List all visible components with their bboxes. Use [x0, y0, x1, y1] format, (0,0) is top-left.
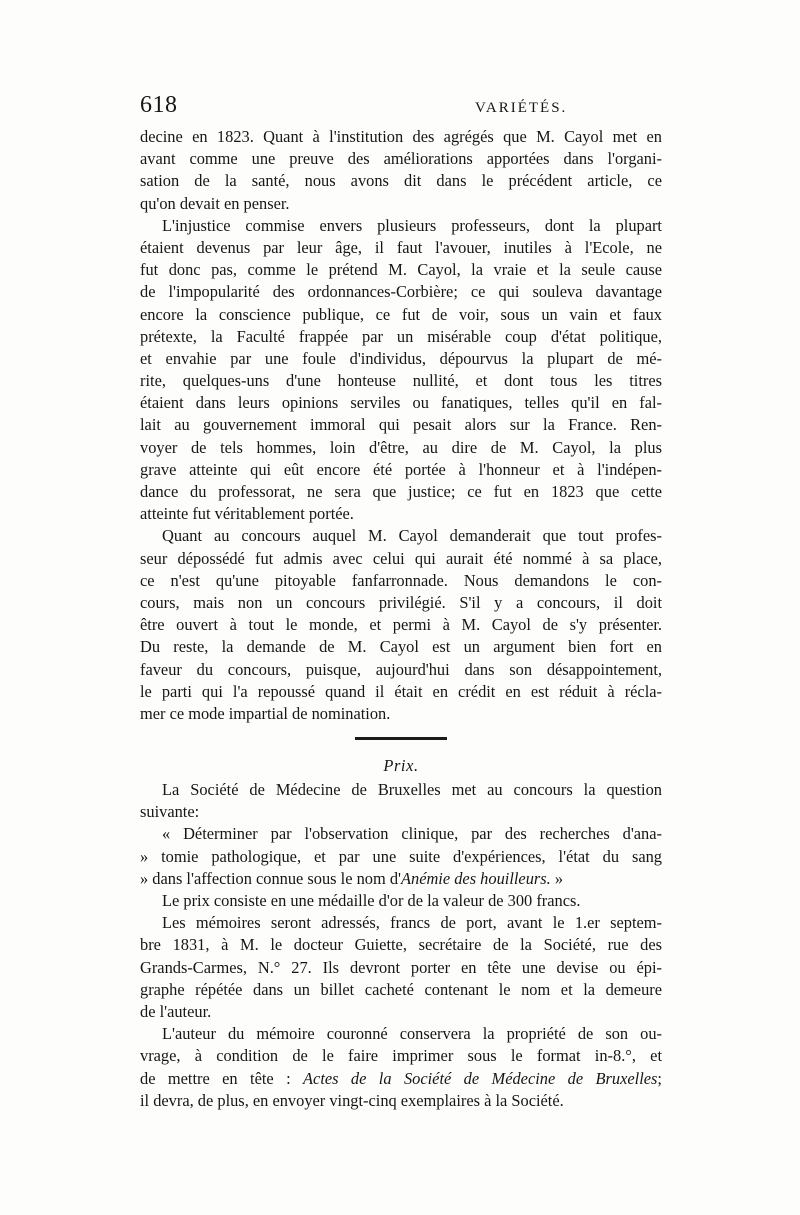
text-line: [140, 1068, 662, 1090]
text-span: » dans l'affection connue sous le nom d': [140, 868, 401, 888]
text-line: étaient dans leurs opinions serviles ou fanatiques, telles qu'il en fal-: [140, 393, 662, 413]
text-line: étaient devenus par leur âge, il faut l'avouer, inutiles à l'Ecole, ne: [140, 237, 662, 257]
section-title: Prix.: [383, 756, 419, 776]
text-line: Quant au concours auquel M. Cayol demanderait que tout profes-: [162, 526, 662, 546]
text-line: il devra, de plus, en envoyer vingt-cinq exemplaires à la Société.: [140, 1090, 564, 1110]
text-span: »: [550, 868, 564, 888]
text-line: de l'auteur.: [140, 1001, 212, 1021]
text-line: » tomie pathologique, et par une suite d'expériences, l'état du sang: [140, 846, 662, 866]
text-line: seur dépossédé fut admis avec celui qui aurait été nommé à sa place,: [140, 548, 662, 568]
paragraph-submission: [140, 912, 662, 1023]
text-line: Les mémoires seront adressés, francs de port, avant le 1.er septem-: [162, 913, 662, 933]
paragraph-concours: [140, 525, 662, 725]
page-header: [140, 92, 660, 122]
text-line: et envahie par une foule d'individus, dépourvus la plupart de mé-: [140, 348, 662, 368]
text-span: ;: [657, 1068, 662, 1088]
page-number: 618: [140, 92, 178, 118]
paragraph-continuation: [140, 126, 662, 215]
text-line: être ouvert à tout le monde, et permi à M. Cayol de s'y présenter.: [140, 615, 662, 635]
text-line: Grands-Carmes, N.° 27. Ils devront porter en tête une devise ou épi-: [140, 957, 662, 977]
paragraph-prize-intro: [140, 779, 662, 823]
text-line: avant comme une preuve des améliorations apportées dans l'organi-: [140, 149, 662, 169]
text-line: ce n'est qu'une pitoyable fanfarronnade. Nous demandons le con-: [140, 570, 662, 590]
text-line: voyer de tels hommes, loin d'être, au dire de M. Cayol, la plus: [140, 437, 662, 457]
text-line: mer ce mode impartial de nomination.: [140, 703, 391, 723]
text-line: cours, mais non un concours privilégié. S'il y a concours, il doit: [140, 592, 662, 612]
text-line: Le prix consiste en une médaille d'or de la valeur de 300 francs.: [162, 891, 581, 910]
text-line: lait au gouvernement immoral qui pesait alors sur la France. Ren-: [140, 415, 662, 435]
text-line: qu'on devait en penser.: [140, 193, 290, 213]
paragraph-prize-value: [140, 890, 662, 912]
text-line: de l'impopularité des ordonnances-Corbière; ce qui souleva davantage: [140, 282, 662, 302]
text-line: atteinte fut véritablement portée.: [140, 504, 354, 524]
text-line: La Société de Médecine de Bruxelles met au concours la question: [162, 780, 662, 800]
text-line: « Déterminer par l'observation clinique, par des recherches d'ana-: [162, 824, 662, 844]
prize-question-quote: [140, 823, 662, 890]
text-line: [140, 868, 662, 890]
text-line: bre 1831, à M. le docteur Guiette, secrétaire de la Société, rue des: [140, 935, 662, 955]
paragraph-author: [140, 1023, 662, 1112]
page-body: [140, 126, 662, 1112]
text-line: vrage, à condition de le faire imprimer sous le format in-8.°, et: [140, 1046, 662, 1066]
text-span: de mettre en tête :: [140, 1068, 304, 1088]
text-line: L'injustice commise envers plusieurs professeurs, dont la plupart: [162, 215, 662, 235]
text-line: L'auteur du mémoire couronné conservera la propriété de son ou-: [162, 1024, 662, 1044]
journal-title: Actes de la Société de Médecine de Bruxelles: [303, 1068, 658, 1088]
paragraph-injustice: [140, 215, 662, 526]
text-line: fut donc pas, comme le prétend M. Cayol, la vraie et la seule cause: [140, 260, 662, 280]
horizontal-rule: [355, 737, 447, 740]
section-divider: [140, 725, 662, 753]
text-line: dance du professorat, ne sera que justice; ce fut en 1823 que cette: [140, 482, 662, 501]
text-line: decine en 1823. Quant à l'institution des agrégés que M. Cayol met en: [140, 127, 662, 146]
text-line: suivante:: [140, 802, 200, 822]
running-head: VARIÉTÉS.: [475, 100, 568, 116]
text-line: graphe répétée dans un billet cacheté contenant le nom et la demeure: [140, 979, 662, 999]
text-line: Du reste, la demande de M. Cayol est un argument bien fort en: [140, 637, 662, 657]
text-line: encore la conscience publique, ce fut de voir, sous un vain et faux: [140, 304, 662, 324]
text-line: faveur du concours, puisque, aujourd'hui dans son désappointement,: [140, 659, 662, 679]
text-line: grave atteinte qui eût encore été portée à l'honneur et à l'indépen-: [140, 459, 662, 479]
text-line: le parti qui l'a repoussé quand il était en crédit en est réduit à récla-: [140, 681, 662, 701]
text-line: prétexte, la Faculté frappée par un misérable coup d'état politique,: [140, 326, 662, 346]
text-line: sation de la santé, nous avons dit dans le précédent article, ce: [140, 171, 662, 191]
text-line: rite, quelques-uns d'une honteuse nullité, et dont tous les titres: [140, 371, 662, 391]
disease-name: Anémie des houilleurs.: [400, 868, 551, 888]
